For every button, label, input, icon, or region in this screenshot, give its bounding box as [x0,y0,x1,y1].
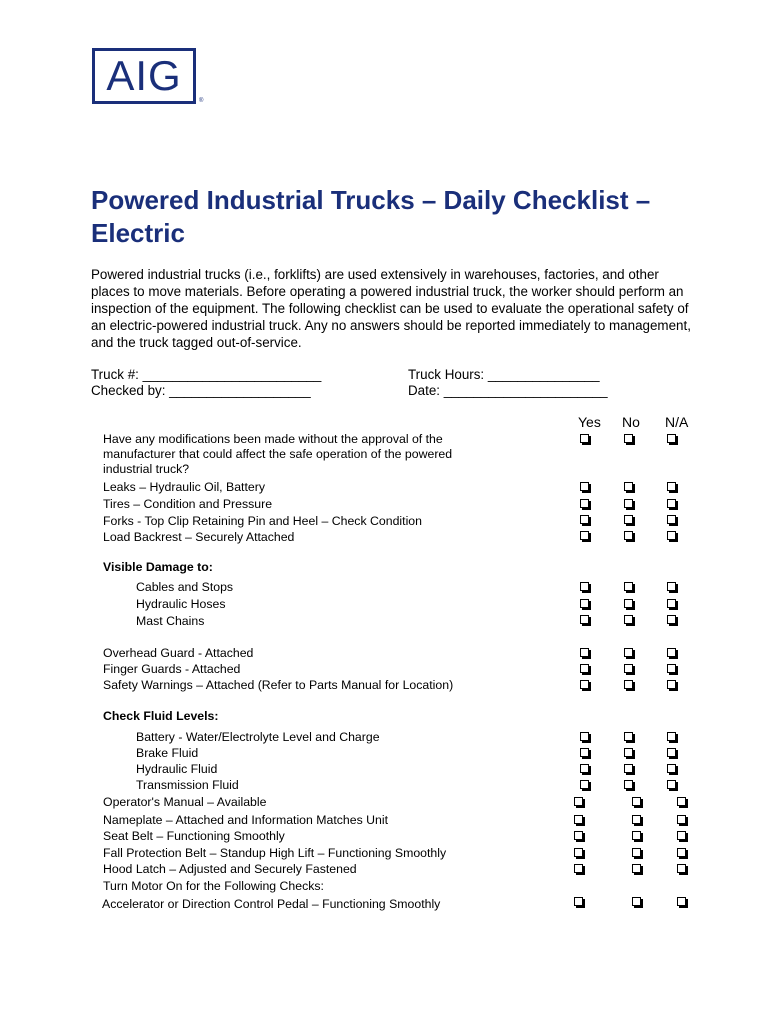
checkbox-finger-na[interactable] [667,664,676,673]
checkbox-backrest-no[interactable] [624,531,633,540]
checkbox-forks-yes[interactable] [580,515,589,524]
checkbox-battery-no[interactable] [624,732,633,741]
checkbox-forks-na[interactable] [667,515,676,524]
checkbox-transmission-no[interactable] [624,780,633,789]
logo-text: AIG [106,52,182,99]
checkbox-warnings-na[interactable] [667,680,676,689]
question-hoses: Hydraulic Hoses [136,597,226,611]
checkbox-chains-yes[interactable] [580,615,589,624]
checkbox-overhead-no[interactable] [624,648,633,657]
checkbox-transmission-yes[interactable] [580,780,589,789]
question-modifications-line1: Have any modifications been made without the approval of the [103,432,443,446]
checkbox-accelerator-yes[interactable] [574,897,583,906]
checkbox-brake-yes[interactable] [580,748,589,757]
checkbox-leaks-no[interactable] [624,482,633,491]
checkbox-hood-na[interactable] [677,864,686,873]
checkbox-forks-no[interactable] [624,515,633,524]
checkbox-cables-na[interactable] [667,582,676,591]
checkbox-hydraulic-yes[interactable] [580,764,589,773]
checkbox-leaks-na[interactable] [667,482,676,491]
checkbox-seatbelt-na[interactable] [677,831,686,840]
question-leaks: Leaks – Hydraulic Oil, Battery [103,480,265,494]
checkbox-tires-no[interactable] [624,499,633,508]
question-brake: Brake Fluid [136,746,199,760]
checkbox-hoses-yes[interactable] [580,599,589,608]
checkbox-hydraulic-na[interactable] [667,764,676,773]
question-transmission: Transmission Fluid [136,778,239,792]
question-seatbelt: Seat Belt – Functioning Smoothly [103,829,285,843]
checkbox-finger-no[interactable] [624,664,633,673]
checkbox-fall-yes[interactable] [574,848,583,857]
checkbox-fall-na[interactable] [677,848,686,857]
question-nameplate: Nameplate – Attached and Information Matches Unit [103,813,389,827]
registered-mark: ® [199,98,204,104]
checkbox-cables-no[interactable] [624,582,633,591]
column-na: N/A [665,414,689,430]
checkbox-fall-no[interactable] [632,848,641,857]
checkbox-transmission-na[interactable] [667,780,676,789]
checkbox-manual-yes[interactable] [574,797,583,806]
checkbox-accelerator-no[interactable] [632,897,641,906]
checkbox-finger-yes[interactable] [580,664,589,673]
checkbox-tires-yes[interactable] [580,499,589,508]
checkbox-nameplate-yes[interactable] [574,815,583,824]
date-field[interactable]: Date: ______________________ [408,383,608,398]
question-overhead: Overhead Guard - Attached [103,646,254,660]
checkbox-chains-na[interactable] [667,615,676,624]
checkbox-accelerator-na[interactable] [677,897,686,906]
question-motor: Turn Motor On for the Following Checks: [103,879,324,893]
aig-logo [92,48,196,104]
checkbox-hydraulic-no[interactable] [624,764,633,773]
checkbox-warnings-yes[interactable] [580,680,589,689]
checkbox-overhead-na[interactable] [667,648,676,657]
question-chains: Mast Chains [136,614,205,628]
checkbox-hood-yes[interactable] [574,864,583,873]
checkbox-cables-yes[interactable] [580,582,589,591]
checkbox-nameplate-na[interactable] [677,815,686,824]
question-fall: Fall Protection Belt – Standup High Lift – Functioning Smoothly [103,846,447,860]
question-hydraulic: Hydraulic Fluid [136,762,218,776]
question-manual: Operator's Manual – Available [103,795,267,809]
checkbox-manual-no[interactable] [632,797,641,806]
checkbox-seatbelt-yes[interactable] [574,831,583,840]
checkbox-brake-na[interactable] [667,748,676,757]
page-title: Powered Industrial Trucks – Daily Checklist – Electric [91,185,651,248]
checkbox-modifications-yes[interactable] [580,434,589,443]
question-modifications-line2: manufacturer that could affect the safe operation of the powered [103,447,453,461]
question-backrest: Load Backrest – Securely Attached [103,530,295,544]
checkbox-nameplate-no[interactable] [632,815,641,824]
checkbox-leaks-yes[interactable] [580,482,589,491]
question-forks: Forks - Top Clip Retaining Pin and Heel – Check Condition [103,514,422,528]
checkbox-tires-na[interactable] [667,499,676,508]
column-no: No [622,414,640,430]
column-yes: Yes [578,414,601,430]
checkbox-battery-na[interactable] [667,732,676,741]
question-battery: Battery - Water/Electrolyte Level and Charge [136,730,380,744]
checkbox-brake-no[interactable] [624,748,633,757]
question-warnings: Safety Warnings – Attached (Refer to Parts Manual for Location) [103,678,454,692]
question-modifications-line3: industrial truck? [103,462,190,476]
section-fluid-levels: Check Fluid Levels: [103,709,219,723]
checkbox-manual-na[interactable] [677,797,686,806]
checkbox-modifications-no[interactable] [624,434,633,443]
question-cables: Cables and Stops [136,580,234,594]
checkbox-backrest-yes[interactable] [580,531,589,540]
checkbox-modifications-na[interactable] [667,434,676,443]
checkbox-hoses-no[interactable] [624,599,633,608]
intro-paragraph: Powered industrial trucks (i.e., forklifts) are used extensively in warehouses, factories, and other places to move materials. Before operating a powered industrial truck, the worker should perform an inspection of the equipment. The following checklist can be used to evaluate the operational safety of an electric-powered industrial truck. Any no answers should be reported immediately to management, and the truck tagged out-of-service. [91,267,691,350]
checked-by-field[interactable]: Checked by: ___________________ [91,383,311,398]
question-tires: Tires – Condition and Pressure [103,497,273,511]
question-finger: Finger Guards - Attached [103,662,241,676]
truck-number-field[interactable]: Truck #: ________________________ [91,367,322,382]
checkbox-battery-yes[interactable] [580,732,589,741]
checkbox-overhead-yes[interactable] [580,648,589,657]
checkbox-hoses-na[interactable] [667,599,676,608]
question-accelerator: Accelerator or Direction Control Pedal – Functioning Smoothly [102,897,441,911]
checkbox-hood-no[interactable] [632,864,641,873]
section-visible-damage: Visible Damage to: [103,560,213,574]
checkbox-seatbelt-no[interactable] [632,831,641,840]
checkbox-backrest-na[interactable] [667,531,676,540]
checkbox-warnings-no[interactable] [624,680,633,689]
question-hood: Hood Latch – Adjusted and Securely Fastened [103,862,357,876]
truck-hours-field[interactable]: Truck Hours: _______________ [408,367,600,382]
checkbox-chains-no[interactable] [624,615,633,624]
